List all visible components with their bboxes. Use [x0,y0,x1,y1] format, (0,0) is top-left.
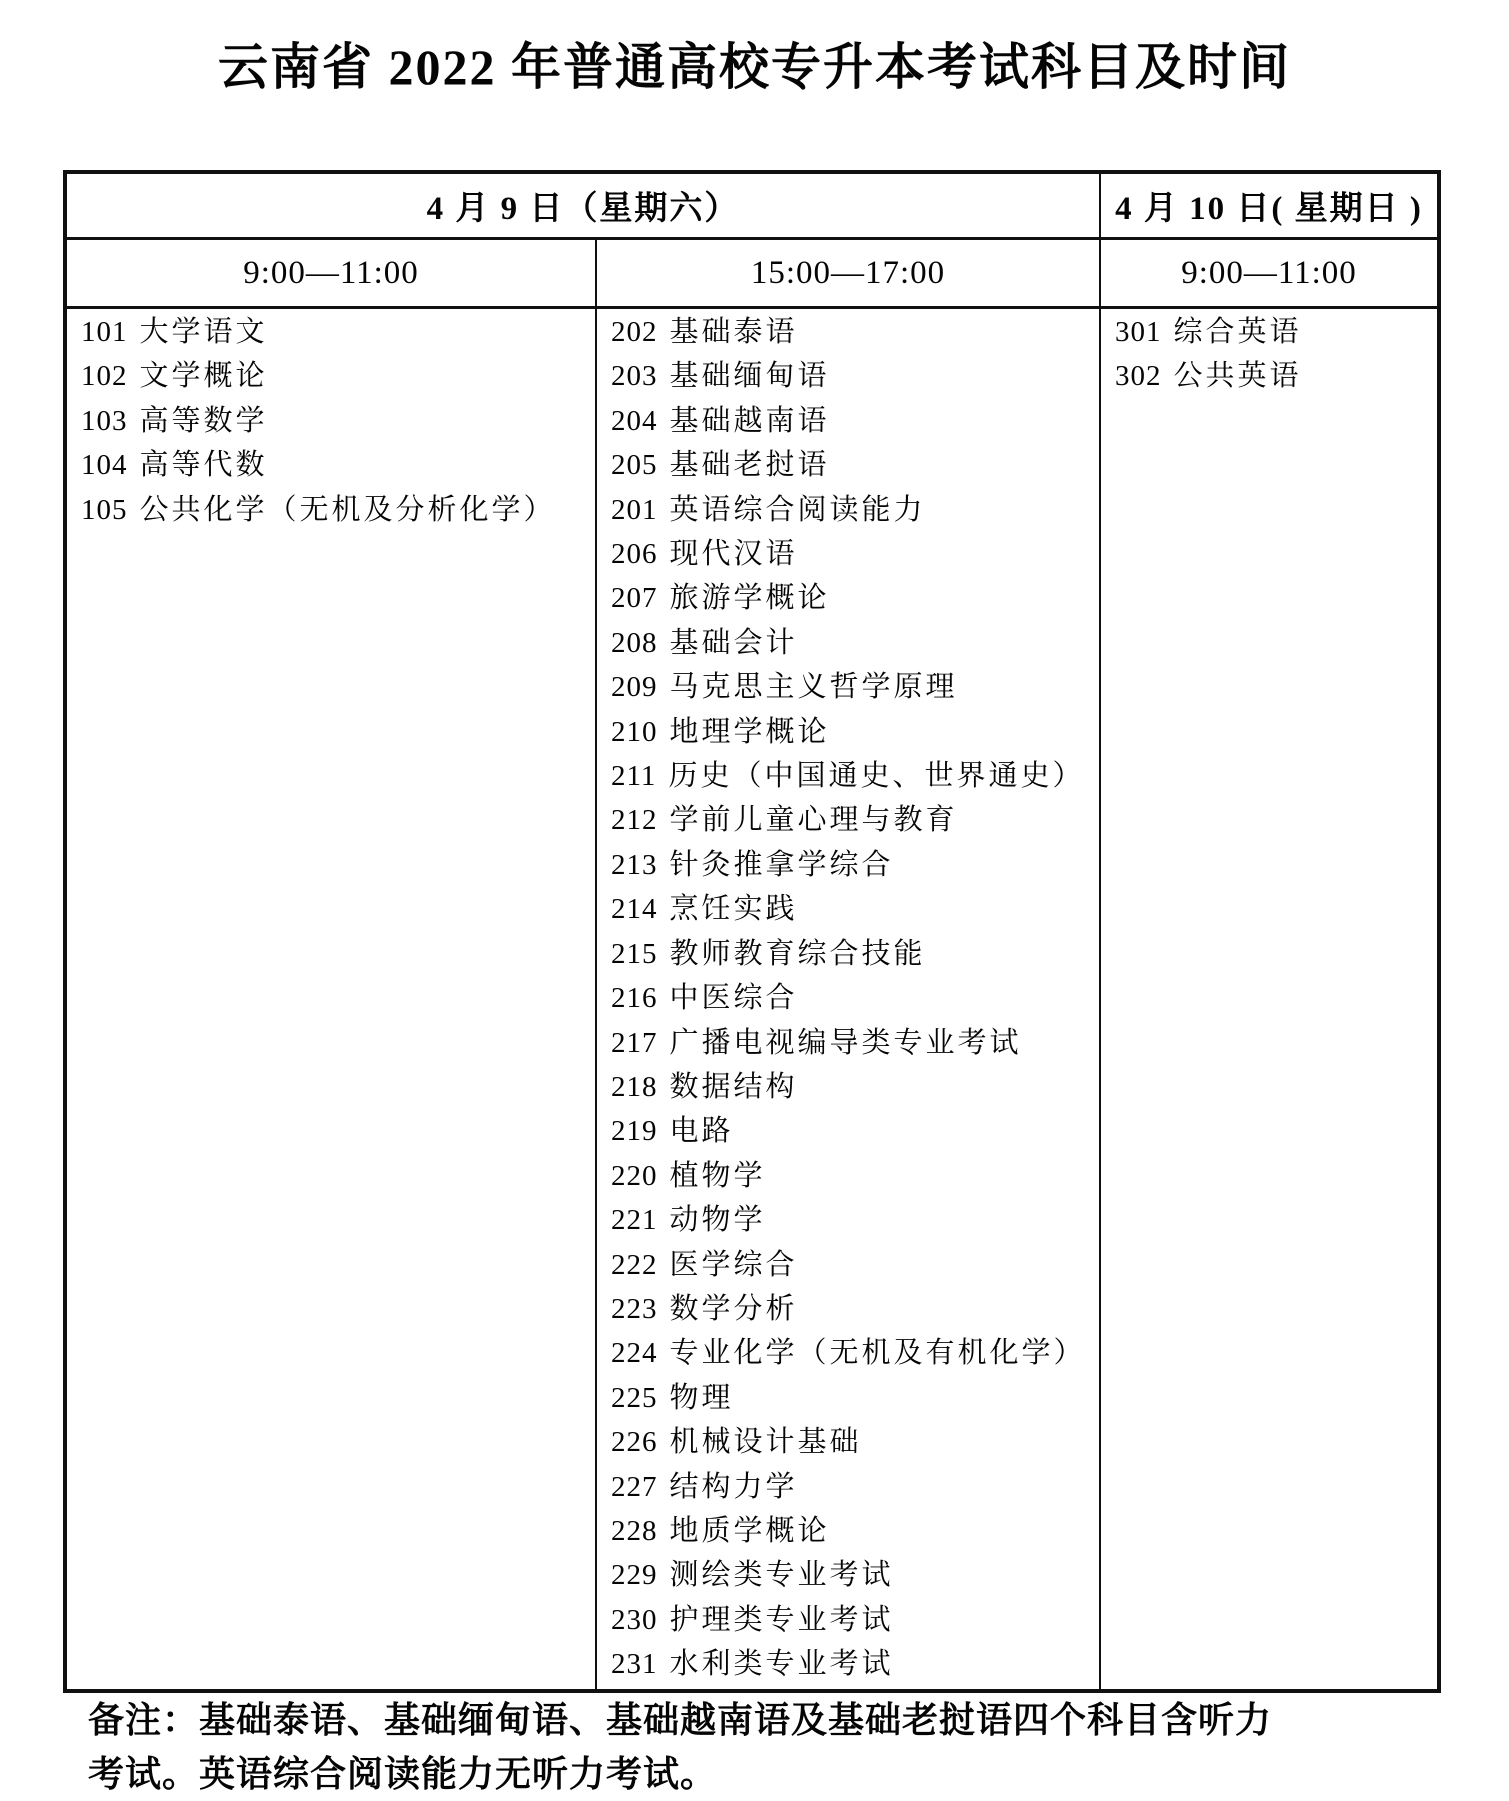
subject-code: 227 [611,1470,658,1503]
subject-item [81,488,595,532]
time-header-row [67,240,1437,309]
subject-item [611,665,1099,709]
subject-name: 英语综合阅读能力 [669,493,926,526]
subject-item [611,399,1099,443]
subject-code: 222 [611,1248,658,1281]
subject-name: 学前儿童心理与教育 [669,804,958,837]
footnote [88,1693,1478,1801]
subject-name: 历史（中国通史、世界通史） [668,760,1085,793]
subject-code: 225 [611,1381,658,1414]
subjects-body-row [67,309,1437,1689]
subject-name: 针灸推拿学综合 [669,848,894,881]
subject-list-sat-afternoon [595,309,1099,1689]
subject-item [611,532,1099,576]
subject-name: 测绘类专业考试 [669,1559,894,1592]
subject-item [611,354,1099,398]
subject-name: 公共英语 [1173,360,1302,393]
subject-code: 301 [1115,316,1162,348]
subject-name: 马克思主义哲学原理 [669,671,958,704]
subject-name: 烹饪实践 [669,893,798,926]
subject-item [611,621,1099,665]
day-header-saturday: 4 月 9 日（星期六） [426,191,740,227]
subject-item [611,887,1099,931]
subject-code: 215 [611,937,658,970]
subject-name: 综合英语 [1173,316,1302,348]
subject-list-sat-morning [67,309,595,1689]
time-header-sat-morning: 9:00—11:00 [243,254,419,291]
subject-code: 201 [611,493,658,526]
subject-item [611,1420,1099,1464]
subject-item [81,310,595,354]
page-title: 云南省 2022 年普通高校专升本考试科目及时间 [218,39,1291,95]
subject-name: 基础缅甸语 [669,360,830,393]
subject-item [611,1243,1099,1287]
subject-code: 104 [81,449,128,482]
subject-name: 电路 [669,1115,734,1148]
subject-item [81,443,595,487]
subject-code: 203 [611,360,658,393]
subject-item [611,310,1099,354]
subject-code: 229 [611,1559,658,1592]
subject-item [611,1198,1099,1242]
subject-name: 医学综合 [669,1248,798,1281]
subject-name: 中医综合 [669,982,798,1015]
subject-code: 221 [611,1204,658,1237]
subject-item [611,1065,1099,1109]
subject-code: 206 [611,538,658,571]
subject-name: 高等代数 [139,449,268,482]
subject-name: 大学语文 [139,316,268,348]
subject-code: 230 [611,1603,658,1636]
subject-item [611,1154,1099,1198]
subject-code: 218 [611,1070,658,1103]
subject-name: 地理学概论 [669,715,830,748]
time-header-sun-morning: 9:00—11:00 [1099,240,1437,306]
subject-item [611,488,1099,532]
subject-code: 224 [611,1337,658,1370]
subject-code: 102 [81,360,128,393]
subject-code: 219 [611,1115,658,1148]
subject-item [611,1465,1099,1509]
subject-item [611,576,1099,620]
subject-name: 地质学概论 [669,1514,830,1547]
subject-code: 210 [611,715,658,748]
subject-name: 数学分析 [669,1292,798,1325]
subject-name: 水利类专业考试 [669,1648,894,1681]
subject-item [81,399,595,443]
subject-item [611,754,1099,798]
subject-code: 214 [611,893,658,926]
subject-name: 专业化学（无机及有机化学） [669,1337,1086,1370]
subject-name: 动物学 [669,1204,766,1237]
subject-name: 基础会计 [669,626,798,659]
subject-name: 植物学 [669,1159,766,1192]
day-header-sunday: 4 月 10 日( 星期日 ) [1099,174,1437,237]
subject-code: 217 [611,1026,658,1059]
subject-name: 旅游学概论 [669,582,830,615]
subject-name: 教师教育综合技能 [669,937,926,970]
subject-item [611,1021,1099,1065]
subject-item [611,1376,1099,1420]
exam-schedule-table [63,170,1441,1693]
subject-item [611,1331,1099,1375]
subject-name: 公共化学（无机及分析化学） [139,493,556,526]
subject-code: 216 [611,982,658,1015]
subject-code: 204 [611,404,658,437]
subject-item [611,1598,1099,1642]
subject-item [611,932,1099,976]
subject-item [611,443,1099,487]
subject-code: 212 [611,804,658,837]
subject-name: 基础越南语 [669,404,830,437]
subject-code: 202 [611,316,658,348]
subject-item [1115,310,1437,354]
subject-item [611,976,1099,1020]
subject-code: 209 [611,671,658,704]
subject-item [611,1642,1099,1686]
subject-code: 302 [1115,360,1162,393]
subject-name: 广播电视编导类专业考试 [669,1026,1022,1059]
subject-item [611,1509,1099,1553]
subject-name: 机械设计基础 [669,1426,862,1459]
subject-code: 207 [611,582,658,615]
subject-name: 结构力学 [669,1470,798,1503]
subject-code: 103 [81,404,128,437]
day-header-row [67,174,1437,240]
subject-name: 护理类专业考试 [669,1603,894,1636]
subject-code: 105 [81,493,128,526]
subject-code: 223 [611,1292,658,1325]
subject-code: 231 [611,1648,658,1681]
subject-name: 数据结构 [669,1070,798,1103]
subject-item [611,843,1099,887]
subject-name: 基础老挝语 [669,449,830,482]
subject-name: 现代汉语 [669,538,798,571]
subject-item [81,354,595,398]
subject-item [611,1109,1099,1153]
subject-code: 205 [611,449,658,482]
subject-item [611,710,1099,754]
subject-name: 基础泰语 [669,316,798,348]
footnote-line-1: 备注：基础泰语、基础缅甸语、基础越南语及基础老挝语四个科目含听力 [88,1700,1273,1740]
subject-list-sun-morning [1099,309,1437,1689]
subject-code: 228 [611,1514,658,1547]
subject-name: 文学概论 [139,360,268,393]
subject-code: 220 [611,1159,658,1192]
footnote-line-2: 考试。英语综合阅读能力无听力考试。 [88,1754,718,1794]
subject-name: 高等数学 [139,404,268,437]
subject-code: 211 [611,760,657,793]
subject-name: 物理 [669,1381,734,1414]
subject-code: 226 [611,1426,658,1459]
time-header-sat-afternoon: 15:00—17:00 [595,240,1099,306]
subject-item [1115,354,1437,398]
subject-item [611,1287,1099,1331]
subject-item [611,798,1099,842]
subject-code: 213 [611,848,658,881]
subject-code: 101 [81,316,128,348]
subject-code: 208 [611,626,658,659]
subject-item [611,1553,1099,1597]
